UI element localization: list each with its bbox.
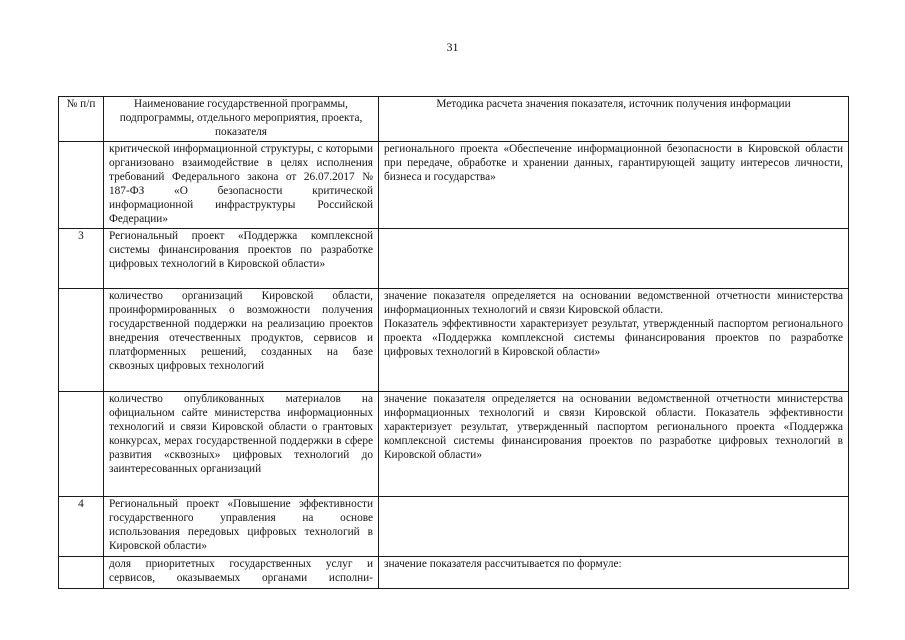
method-paragraph: Показатель эффективности характеризует результат, утвержденный паспортом регионального проекта «Поддержка комплексной системы финансирования проектов по разработке цифровых технологий в Кировской области» — [384, 318, 843, 359]
row-num: 3 — [59, 229, 104, 289]
row-method: регионального проекта «Обеспечение информационной безопасности в Кировской области при передаче, обработке и хранении данных, гарантирующей защиту интересов личности, бизнеса и государства» — [379, 142, 849, 229]
header-num: № п/п — [59, 97, 104, 142]
row-num — [59, 392, 104, 497]
row-method: значение показателя определяется на основании ведомственной отчетности министерства информационных технологий и связи Кировской области. Показатель эффективности характеризует результат, утвержденный паспортом регионального проекта «Поддержка комплексной системы финансирования проектов по разработке цифровых технологий в Кировской области» — [379, 392, 849, 497]
page-number: 31 — [446, 40, 459, 54]
row-name: Региональный проект «Поддержка комплексной системы финансирования проектов по разработке цифровых технологий в Кировской области» — [104, 229, 379, 289]
header-name: Наименование государственной программы, подпрограммы, отдельного мероприятия, проекта, показателя — [104, 97, 379, 142]
table-row — [59, 557, 849, 589]
row-method — [379, 289, 849, 392]
indicators-table — [58, 96, 849, 589]
row-method: значение показателя рассчитывается по формуле: — [379, 557, 849, 589]
method-paragraph: значение показателя определяется на основании ведомственной отчетности министерства информационных технологий и связи Кировской области. — [384, 290, 843, 317]
row-name: количество организаций Кировской области, проинформированных о возможности получения государственной поддержки на реализацию проектов внедрения отечественных продуктов, сервисов и платформенных решений, созданных на базе сквозных цифровых технологий — [104, 289, 379, 392]
table-row — [59, 497, 849, 557]
row-num — [59, 289, 104, 392]
row-num — [59, 142, 104, 229]
row-num — [59, 557, 104, 589]
row-name: Региональный проект «Повышение эффективности государственного управления на основе использования передовых цифровых технологий в Кировской области» — [104, 497, 379, 557]
header-method: Методика расчета значения показателя, источник получения информации — [379, 97, 849, 142]
row-method — [379, 229, 849, 289]
table-row — [59, 229, 849, 289]
row-num: 4 — [59, 497, 104, 557]
table-row — [59, 392, 849, 497]
table-header-row — [59, 97, 849, 142]
row-method — [379, 497, 849, 557]
row-name: доля приоритетных государственных услуг и сервисов, оказываемых органами исполни- — [104, 557, 379, 589]
row-name: критической информационной структуры, с которыми организовано взаимодействие в целях исполнения требований Федерального закона от 26.07.2017 № 187-ФЗ «О безопасности критической информационной инфраструктуры Российской Федерации» — [104, 142, 379, 229]
table-row — [59, 142, 849, 229]
table-row — [59, 289, 849, 392]
row-name: количество опубликованных материалов на официальном сайте министерства информационных технологий и связи Кировской области о грантовых конкурсах, мерах государственной поддержки в сфере развития «сквозных» цифровых технологий до заинтересованных организаций — [104, 392, 379, 497]
